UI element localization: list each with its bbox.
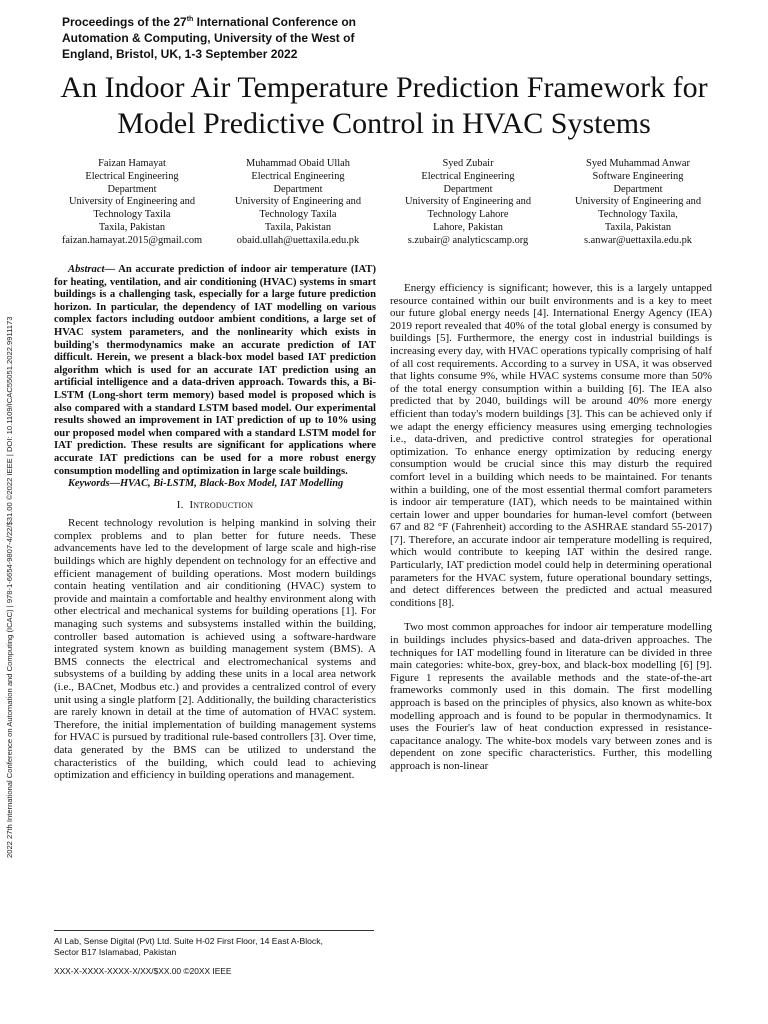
author-name: Faizan Hamayat — [98, 158, 166, 169]
author-location: Taxila, Pakistan — [264, 221, 332, 233]
author-department: Department — [613, 183, 663, 195]
author-email: s.anwar@uettaxila.edu.pk — [584, 234, 692, 246]
author-affiliation: University of Engineering and — [574, 196, 702, 208]
title-line-1: An Indoor Air Temperature Prediction Framework for — [60, 71, 708, 104]
doi-sidebar — [4, 158, 18, 858]
author-block — [46, 158, 736, 254]
author-location: Taxila, Pakistan — [604, 221, 672, 233]
author-name: Syed Zubair — [442, 158, 494, 169]
author-affiliation: Technology Lahore — [427, 209, 509, 221]
author-location: Lahore, Pakistan — [433, 221, 503, 233]
author-department: Electrical Engineering — [251, 170, 345, 182]
author-affiliation: Technology Taxila, — [598, 209, 678, 221]
copyright-notice: XXX-X-XXXX-XXXX-X/XX/$XX.00 ©20XX IEEE — [54, 966, 232, 976]
section-title: Introduction — [189, 498, 254, 511]
author-affiliation: Technology Taxila — [93, 209, 171, 221]
conference-header — [62, 14, 402, 62]
author-department: Department — [273, 183, 323, 195]
author-affiliation: Technology Taxila — [259, 209, 337, 221]
conference-line-3: England, Bristol, UK, 1-3 September 2022 — [62, 47, 298, 61]
author-department: Software Engineering — [592, 170, 684, 182]
paper-title — [40, 70, 728, 142]
title-line-2: Model Predictive Control in HVAC Systems — [117, 107, 651, 140]
author-department: Department — [443, 183, 493, 195]
author-2 — [212, 158, 384, 248]
author-affiliation: University of Engineering and — [68, 196, 196, 208]
conference-line-2: Automation & Computing, University of the West of — [62, 31, 355, 45]
section-heading-introduction — [54, 499, 376, 512]
author-department: Electrical Engineering — [85, 170, 179, 182]
doi-sidebar-text: 2022 27th International Conference on Automation and Computing (ICAC) | 978-1-6654-9807-4/22/$31.00 ©2022 IEEE | DOI: 10.1109/ICAC55051.2022.9911173 — [5, 316, 14, 858]
abstract-text: — An accurate prediction of indoor air temperature (IAT) for heating, ventilation, and air conditioning (HVAC) systems in smart buildings is a challenging task, especially for a large future prediction horizon. In particular, the dependency of IAT modelling on various complex factors including outdoor ambient conditions, a large set of HVAC system parameters, and the nonlinearity which exists in building's thermodynamics make an accurate prediction of IAT difficult. Herein, we present a black-box model based IAT prediction algorithm which is used for an accurate IAT prediction using an artificial intelligence and a data-driven approach. Towards this, a Bi-LSTM (Long-short term memory) based model is proposed which is also compared with a standard LSTM based model. Our experimental results showed an improvement in IAT prediction of up to 10% using our proposed model when compared with a standard LSTM model for IAT prediction. These results are significant for applications where accurate IAT predictions can be used for a more robust energy consumption modelling and optimization in large scale buildings. — [54, 264, 376, 477]
author-affiliation: University of Engineering and — [404, 196, 532, 208]
paragraph-gap — [390, 609, 712, 621]
intro-paragraph: Recent technology revolution is helping mankind in solving their complex problems and to plan better for future needs. These advancements have led to the development of large scale and high-rise buildings which are highly dependent on technology for an effective and efficient management of building operations. Most modern buildings contain heating ventilation and air conditioning (HVAC) system to provide and maintain a comfortable and healthy environment along with other electrical and mechanical systems for building operations [1]. For managing such systems and subsystems installed within the building, controller based automation is achieved using a software-hardware integrated system known as building management system (BMS). A BMS connects the electrical and electromechanical systems and subsystems of a building by adding these units in a local area network (i.e., BACnet, Modbus etc.) and provides a centralized control of every unit using a single platform [2]. Additionally, the building characteristics are rarely known in detail at the time of automation of HVAC system. Therefore, the initial implementation of building management systems for HVAC is pursued by traditional rule-based controllers [3]. Over time, data generated by the BMS can be utilized to understand the characteristics of the building, which could lead to achieving optimization and efficiency in building operations and management. — [54, 517, 376, 782]
author-name: Syed Muhammad Anwar — [586, 158, 690, 169]
right-column — [390, 282, 712, 773]
author-affiliation: University of Engineering and — [234, 196, 362, 208]
author-email: obaid.ullah@uettaxila.edu.pk — [236, 234, 360, 246]
body-paragraph-modelling-approaches: Two most common approaches for indoor air temperature modelling in buildings includes physics-based and data-driven approaches. The techniques for IAT modelling found in literature can be divided in three main categories: white-box, grey-box, and black-box modelling [6] [9]. Figure 1 represents the available methods and the state-of-the-art frameworks commonly used in this domain. The first modelling approach is based on the principles of physics, also known as white-box modelling approach and is found to be popular in thermodynamics. It uses the Fourier's law of heat conduction expressed in resistance-capacitance analogy. The white-box models vary between zones and is dependent on zone specific characteristics. Further, this modelling approach is non-linear — [390, 621, 712, 772]
author-3 — [382, 158, 554, 248]
author-department: Department — [107, 183, 157, 195]
author-location: Taxila, Pakistan — [98, 221, 166, 233]
author-name: Muhammad Obaid Ullah — [246, 158, 350, 169]
abstract-label: Abstract — [68, 264, 105, 275]
footnote-divider — [54, 930, 374, 931]
body-paragraph-energy-efficiency: Energy efficiency is significant; however, this is a largely untapped resource contained within our built environments and is a key to meet our future global energy needs [4]. International Energy Agency (IEA) 2019 report revealed that 40% of the total global energy is consumed by buildings [5]. Furthermore, the energy cost in industrial buildings is increasing every day, with HVAC operations typically comprising of half of all cost requirements. According to a survey in USA, it was observed that lights consume 9%, while HVAC systems consume more than 50% of the total energy consumption within a building [6]. The IEA also predicted that by 2040, buildings will be around 40% more energy efficient than today's modern buildings [3]. This can be achieved only if we adapt the energy efficiency measures using emerging technologies i.e., data-driven, and predictive control strategies for operational optimization. To enhance energy optimization by reducing energy consumption would be crucial since this may disturb the required comfort level in a building which needs to be maintained. For tenants within a building, one of the most essential thermal comfort parameters is indoor air temperature (IAT), which needs to be maintained within certain lower and upper boundaries for human-level comfort (between 67 and 82 °F (Fahrenheit) according to the ASHRAE standard 55-2017) [7]. Therefore, an accurate indoor air temperature modelling is required, which would contribute to keeping IAT within the desired range. Particularly, IAT prediction model could help in determining operational parameters for the HVAC system, future operational boundary settings, and detect differences between the predicted and actual measured conditions [8]. — [390, 282, 712, 609]
footnote-line-1: AI Lab, Sense Digital (Pvt) Ltd. Suite H-02 First Floor, 14 East A-Block, — [54, 936, 323, 946]
conference-line-1: Proceedings of the 27th International Conference on — [62, 15, 356, 29]
section-number: I. — [176, 498, 184, 511]
author-email: faizan.hamayat.2015@gmail.com — [61, 234, 203, 246]
left-column — [54, 264, 376, 782]
footnote — [54, 936, 384, 958]
author-1 — [46, 158, 218, 248]
author-4 — [552, 158, 724, 248]
author-email: s.zubair@ analyticscamp.org — [407, 234, 529, 246]
keywords: Keywords—HVAC, Bi-LSTM, Black-Box Model, IAT Modelling — [68, 478, 344, 490]
footnote-line-2: Sector B17 Islamabad, Pakistan — [54, 947, 177, 957]
author-department: Electrical Engineering — [421, 170, 515, 182]
abstract — [54, 264, 376, 478]
